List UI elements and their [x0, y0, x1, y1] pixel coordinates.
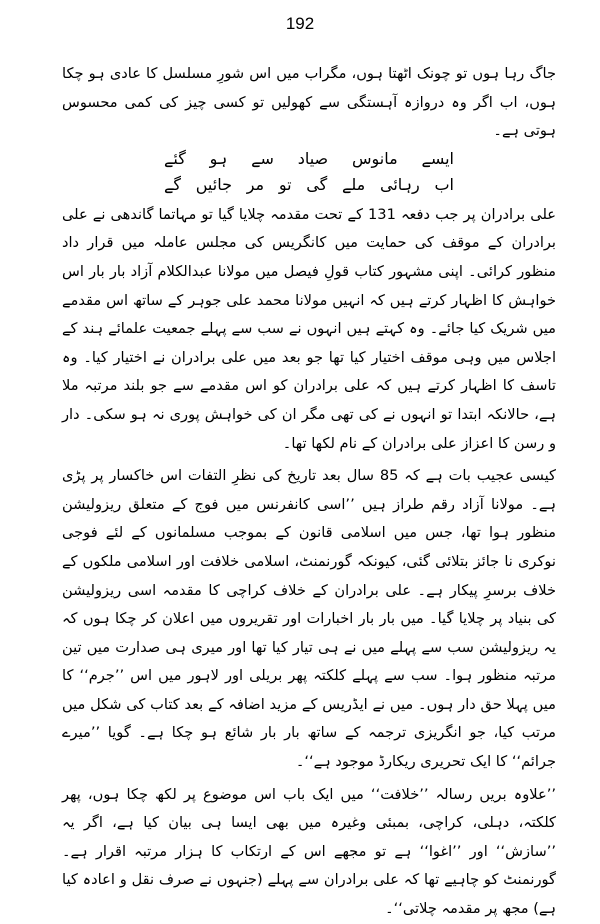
paragraph-khilafat-risala: ’’علاوہ بریں رسالہ ’’خلافت‘‘ میں ایک باب اس موضوع پر لکھ چکا ہوں، پھر کلکتہ، دہلی، کراچی، بمبئی وغیرہ میں بھی ایسا ہی بیان کیا ہے، اگر یہ ’’سازش‘‘ اور ’’اغوا‘‘ ہے تو مجھے اس کے ارتکاب کا ہزار مرتبہ اقرار ہے۔ گورنمنٹ کو چاہیے تھا کہ علی برادران سے پہلے (جنہوں نے صرف نقل و اعادہ کیا ہے) مجھ پر مقدمہ چلاتی‘‘۔: [62, 785, 556, 918]
couplet: [164, 146, 454, 198]
couplet-line-1: ایسے مانوس صیاد سے ہو گئے: [164, 148, 454, 168]
paragraph-ali-brothers-case: علی برادران پر جب دفعہ 131 کے تحت مقدمہ چلایا گیا تو مہاتما گاندھی نے علی برادران کے موقف کی حمایت میں کانگریس کی مجلس عاملہ میں قرار داد منظور کرائی۔ اپنی مشہور کتاب قولِ فیصل میں مولانا عبدالکلام آزاد بار بار اس خواہش کا اظہار کرتے ہیں کہ انہیں مولانا محمد علی جوہر کے ساتھ اس مقدمے میں شریک کیا جائے۔ وہ کہتے ہیں انہوں نے سب سے پہلے جمعیت علمائے ہند کے اجلاس میں وہی موقف اختیار کیا تھا جو بعد میں علی برادران نے اختیار کیا۔ وہ تاسف کا اظہار کرتے ہیں کہ علی برادران کو اس مقدمے سے جو بلند مرتبہ ملا ہے، حالانکہ ابتدا تو انہوں نے کی تھی مگر ان کی خواہش پوری نہ ہو سکی۔ دار و رسن کا اعزاز علی برادران کے نام لکھا تھا۔: [62, 205, 556, 452]
intro-paragraph: جاگ رہا ہوں تو چونک اٹھتا ہوں، مگراب میں اس شورِ مسلسل کا عادی ہو چکا ہوں، اب اگر وہ دروازہ آہستگی سے کھولیں تو کسی چیز کی کمی محسوس ہوتی ہے۔: [62, 65, 556, 140]
couplet-line-2: اب رہائی ملے گی تو مر جائیں گے: [164, 174, 454, 194]
page-number: 192: [285, 14, 315, 33]
page-body: [62, 60, 556, 924]
paragraph-azad-quote: کیسی عجیب بات ہے کہ 85 سال بعد تاریخ کی نظرِ التفات اس خاکسار پر پڑی ہے۔ مولانا آزاد رقم طراز ہیں ’’اسی کانفرنس میں فوج کے متعلق ریزولیشن منظور ہوا تھا، جس میں اسلامی قانون کے بموجب مسلمانوں کے لئے فوجی نوکری نا جائز بتلائی گئی، کیونکہ گورنمنٹ، اسلامی خلافت اور اسلامی ملکوں کے خلاف برسرِ پیکار ہے۔ علی برادران کے خلاف کراچی کا مقدمہ اسی ریزولیشن کی بنیاد پر چلایا گیا۔ میں بار بار اخبارات اور تقریروں میں اعلان کر چکا ہوں کہ یہ ریزولیشن سب سے پہلے میں نے ہی تیار کیا تھا اور میری ہی صدارت میں تین مرتبہ منظور ہوا۔ سب سے پہلے کلکتہ پھر بریلی اور لاہور میں اس ’’جرم‘‘ کا میں پہلا حق دار ہوں۔ میں نے ایڈریس کے مزید اضافہ کے بعد کتاب کی شکل میں مرتب کیا، جو انگریزی ترجمہ کے ساتھ بار بار شائع ہو چکا ہے۔ گویا ’’میرے جرائم‘‘ کا ایک تحریری ریکارڈ موجود ہے‘‘۔: [62, 467, 556, 771]
